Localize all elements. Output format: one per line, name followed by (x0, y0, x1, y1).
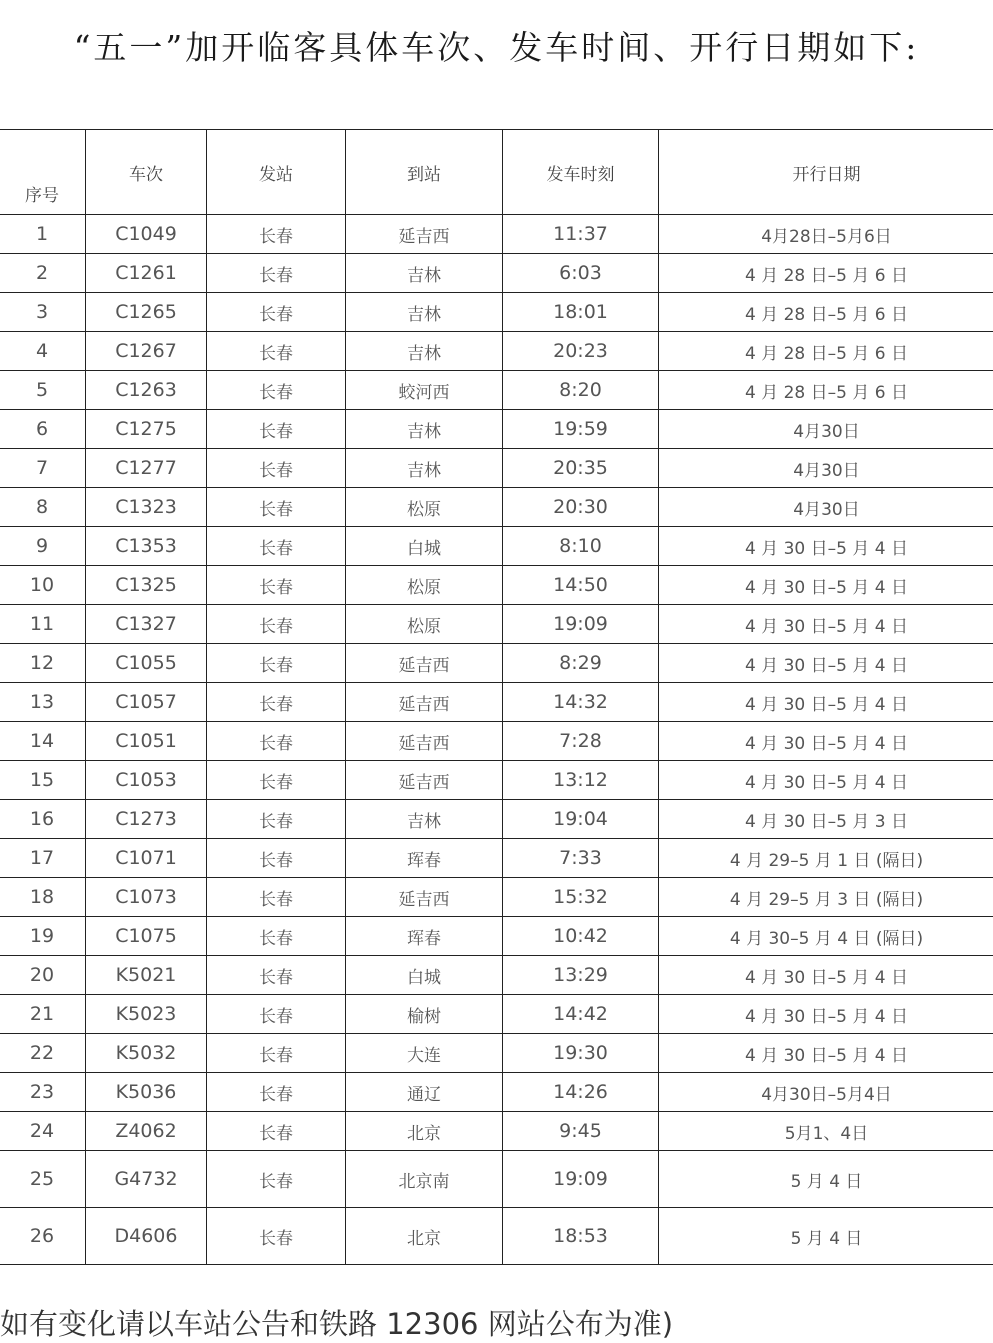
origin-cell: 长春 (207, 254, 346, 293)
table-row (0, 293, 993, 332)
run-dates-cell: 4 月 30 日–5 月 4 日 (659, 995, 993, 1034)
table-row (0, 683, 993, 722)
origin-cell: 长春 (207, 800, 346, 839)
table-row (0, 1073, 993, 1112)
page-title: “五一”加开临客具体车次、发车时间、开行日期如下: (73, 28, 920, 67)
origin-cell: 长春 (207, 839, 346, 878)
departure-time-cell: 18:53 (503, 1208, 659, 1265)
train-no-cell: C1057 (86, 683, 207, 722)
table-row (0, 956, 993, 995)
destination-cell: 吉林 (346, 254, 503, 293)
train-no-cell: C1267 (86, 332, 207, 371)
train-no-cell: K5032 (86, 1034, 207, 1073)
seq-cell: 10 (0, 566, 86, 605)
run-dates-cell: 4 月 30–5 月 4 日 (隔日) (659, 917, 993, 956)
train-no-cell: C1051 (86, 722, 207, 761)
destination-cell: 吉林 (346, 293, 503, 332)
departure-time-cell: 19:09 (503, 1151, 659, 1208)
destination-cell: 珲春 (346, 917, 503, 956)
destination-cell: 蛟河西 (346, 371, 503, 410)
table-row (0, 215, 993, 254)
origin-cell: 长春 (207, 878, 346, 917)
header-origin: 发站 (207, 130, 346, 215)
seq-cell: 6 (0, 410, 86, 449)
seq-cell: 26 (0, 1208, 86, 1265)
destination-cell: 白城 (346, 527, 503, 566)
departure-time-cell: 14:50 (503, 566, 659, 605)
run-dates-cell: 5 月 4 日 (659, 1151, 993, 1208)
seq-cell: 15 (0, 761, 86, 800)
train-no-cell: C1263 (86, 371, 207, 410)
seq-cell: 3 (0, 293, 86, 332)
destination-cell: 延吉西 (346, 722, 503, 761)
departure-time-cell: 6:03 (503, 254, 659, 293)
run-dates-cell: 5月1、4日 (659, 1112, 993, 1151)
destination-cell: 珲春 (346, 839, 503, 878)
departure-time-cell: 8:20 (503, 371, 659, 410)
seq-cell: 1 (0, 215, 86, 254)
destination-cell: 吉林 (346, 800, 503, 839)
train-schedule-table (0, 129, 993, 1265)
table-row (0, 332, 993, 371)
destination-cell: 通辽 (346, 1073, 503, 1112)
run-dates-cell: 5 月 4 日 (659, 1208, 993, 1265)
origin-cell: 长春 (207, 956, 346, 995)
train-no-cell: K5021 (86, 956, 207, 995)
seq-cell: 2 (0, 254, 86, 293)
origin-cell: 长春 (207, 293, 346, 332)
destination-cell: 吉林 (346, 332, 503, 371)
destination-cell: 白城 (346, 956, 503, 995)
departure-time-cell: 13:29 (503, 956, 659, 995)
departure-time-cell: 15:32 (503, 878, 659, 917)
run-dates-cell: 4月30日–5月4日 (659, 1073, 993, 1112)
seq-cell: 16 (0, 800, 86, 839)
run-dates-cell: 4 月 30 日–5 月 4 日 (659, 722, 993, 761)
table-row (0, 566, 993, 605)
table-row (0, 410, 993, 449)
run-dates-cell: 4 月 29–5 月 1 日 (隔日) (659, 839, 993, 878)
train-no-cell: C1075 (86, 917, 207, 956)
train-no-cell: C1325 (86, 566, 207, 605)
seq-cell: 14 (0, 722, 86, 761)
departure-time-cell: 8:10 (503, 527, 659, 566)
destination-cell: 北京 (346, 1208, 503, 1265)
header-seq: 序号 (0, 130, 86, 215)
destination-cell: 延吉西 (346, 683, 503, 722)
table-row (0, 722, 993, 761)
table-row (0, 1208, 993, 1265)
destination-cell: 延吉西 (346, 644, 503, 683)
seq-cell: 11 (0, 605, 86, 644)
train-no-cell: C1323 (86, 488, 207, 527)
table-row (0, 917, 993, 956)
train-no-cell: C1277 (86, 449, 207, 488)
seq-cell: 22 (0, 1034, 86, 1073)
origin-cell: 长春 (207, 722, 346, 761)
train-no-cell: C1073 (86, 878, 207, 917)
origin-cell: 长春 (207, 1208, 346, 1265)
seq-cell: 20 (0, 956, 86, 995)
departure-time-cell: 7:28 (503, 722, 659, 761)
table-row (0, 839, 993, 878)
table-row (0, 995, 993, 1034)
run-dates-cell: 4 月 29–5 月 3 日 (隔日) (659, 878, 993, 917)
run-dates-cell: 4 月 28 日–5 月 6 日 (659, 332, 993, 371)
train-no-cell: C1053 (86, 761, 207, 800)
train-no-cell: C1353 (86, 527, 207, 566)
table-header-row (0, 130, 993, 215)
run-dates-cell: 4 月 30 日–5 月 4 日 (659, 644, 993, 683)
footnote: 如有变化请以车站公告和铁路 12306 网站公布为准) (0, 1307, 674, 1341)
departure-time-cell: 7:33 (503, 839, 659, 878)
origin-cell: 长春 (207, 761, 346, 800)
header-destination: 到站 (346, 130, 503, 215)
origin-cell: 长春 (207, 605, 346, 644)
train-no-cell: C1261 (86, 254, 207, 293)
seq-cell: 13 (0, 683, 86, 722)
run-dates-cell: 4 月 28 日–5 月 6 日 (659, 371, 993, 410)
departure-time-cell: 14:42 (503, 995, 659, 1034)
origin-cell: 长春 (207, 371, 346, 410)
run-dates-cell: 4 月 30 日–5 月 4 日 (659, 605, 993, 644)
train-no-cell: C1049 (86, 215, 207, 254)
origin-cell: 长春 (207, 566, 346, 605)
origin-cell: 长春 (207, 1151, 346, 1208)
seq-cell: 21 (0, 995, 86, 1034)
run-dates-cell: 4 月 30 日–5 月 4 日 (659, 566, 993, 605)
table-row (0, 488, 993, 527)
departure-time-cell: 8:29 (503, 644, 659, 683)
seq-cell: 12 (0, 644, 86, 683)
train-no-cell: Z4062 (86, 1112, 207, 1151)
origin-cell: 长春 (207, 332, 346, 371)
table-row (0, 878, 993, 917)
seq-cell: 18 (0, 878, 86, 917)
departure-time-cell: 9:45 (503, 1112, 659, 1151)
table-row (0, 1034, 993, 1073)
table-row (0, 644, 993, 683)
origin-cell: 长春 (207, 527, 346, 566)
table-row (0, 605, 993, 644)
departure-time-cell: 11:37 (503, 215, 659, 254)
destination-cell: 松原 (346, 566, 503, 605)
train-no-cell: C1071 (86, 839, 207, 878)
destination-cell: 北京 (346, 1112, 503, 1151)
train-no-cell: C1327 (86, 605, 207, 644)
table-row (0, 761, 993, 800)
destination-cell: 延吉西 (346, 878, 503, 917)
departure-time-cell: 18:01 (503, 293, 659, 332)
run-dates-cell: 4 月 30 日–5 月 4 日 (659, 527, 993, 566)
seq-cell: 7 (0, 449, 86, 488)
table-row (0, 1151, 993, 1208)
run-dates-cell: 4月30日 (659, 410, 993, 449)
origin-cell: 长春 (207, 410, 346, 449)
run-dates-cell: 4 月 30 日–5 月 4 日 (659, 683, 993, 722)
train-no-cell: C1265 (86, 293, 207, 332)
table-row (0, 371, 993, 410)
departure-time-cell: 19:09 (503, 605, 659, 644)
run-dates-cell: 4月30日 (659, 488, 993, 527)
run-dates-cell: 4月28日–5月6日 (659, 215, 993, 254)
seq-cell: 4 (0, 332, 86, 371)
seq-cell: 17 (0, 839, 86, 878)
destination-cell: 延吉西 (346, 761, 503, 800)
train-no-cell: C1273 (86, 800, 207, 839)
run-dates-cell: 4 月 30 日–5 月 4 日 (659, 956, 993, 995)
departure-time-cell: 13:12 (503, 761, 659, 800)
destination-cell: 大连 (346, 1034, 503, 1073)
seq-cell: 19 (0, 917, 86, 956)
origin-cell: 长春 (207, 995, 346, 1034)
table-row (0, 800, 993, 839)
train-no-cell: G4732 (86, 1151, 207, 1208)
run-dates-cell: 4月30日 (659, 449, 993, 488)
run-dates-cell: 4 月 30 日–5 月 4 日 (659, 1034, 993, 1073)
origin-cell: 长春 (207, 449, 346, 488)
origin-cell: 长春 (207, 1112, 346, 1151)
seq-cell: 8 (0, 488, 86, 527)
departure-time-cell: 20:30 (503, 488, 659, 527)
table-row (0, 1112, 993, 1151)
header-departure-time: 发车时刻 (503, 130, 659, 215)
origin-cell: 长春 (207, 1073, 346, 1112)
departure-time-cell: 19:04 (503, 800, 659, 839)
departure-time-cell: 19:59 (503, 410, 659, 449)
origin-cell: 长春 (207, 683, 346, 722)
departure-time-cell: 14:32 (503, 683, 659, 722)
departure-time-cell: 20:35 (503, 449, 659, 488)
origin-cell: 长春 (207, 1034, 346, 1073)
departure-time-cell: 19:30 (503, 1034, 659, 1073)
seq-cell: 9 (0, 527, 86, 566)
destination-cell: 榆树 (346, 995, 503, 1034)
origin-cell: 长春 (207, 488, 346, 527)
seq-cell: 5 (0, 371, 86, 410)
train-no-cell: C1275 (86, 410, 207, 449)
destination-cell: 吉林 (346, 410, 503, 449)
run-dates-cell: 4 月 30 日–5 月 4 日 (659, 761, 993, 800)
train-no-cell: D4606 (86, 1208, 207, 1265)
destination-cell: 延吉西 (346, 215, 503, 254)
train-no-cell: K5023 (86, 995, 207, 1034)
departure-time-cell: 20:23 (503, 332, 659, 371)
train-no-cell: C1055 (86, 644, 207, 683)
table-row (0, 527, 993, 566)
departure-time-cell: 10:42 (503, 917, 659, 956)
seq-cell: 24 (0, 1112, 86, 1151)
run-dates-cell: 4 月 28 日–5 月 6 日 (659, 293, 993, 332)
run-dates-cell: 4 月 30 日–5 月 3 日 (659, 800, 993, 839)
table-row (0, 254, 993, 293)
origin-cell: 长春 (207, 215, 346, 254)
origin-cell: 长春 (207, 644, 346, 683)
destination-cell: 松原 (346, 605, 503, 644)
seq-cell: 23 (0, 1073, 86, 1112)
seq-cell: 25 (0, 1151, 86, 1208)
destination-cell: 松原 (346, 488, 503, 527)
destination-cell: 吉林 (346, 449, 503, 488)
departure-time-cell: 14:26 (503, 1073, 659, 1112)
origin-cell: 长春 (207, 917, 346, 956)
train-no-cell: K5036 (86, 1073, 207, 1112)
table-row (0, 449, 993, 488)
run-dates-cell: 4 月 28 日–5 月 6 日 (659, 254, 993, 293)
header-run-dates: 开行日期 (659, 130, 993, 215)
destination-cell: 北京南 (346, 1151, 503, 1208)
header-train-no: 车次 (86, 130, 207, 215)
